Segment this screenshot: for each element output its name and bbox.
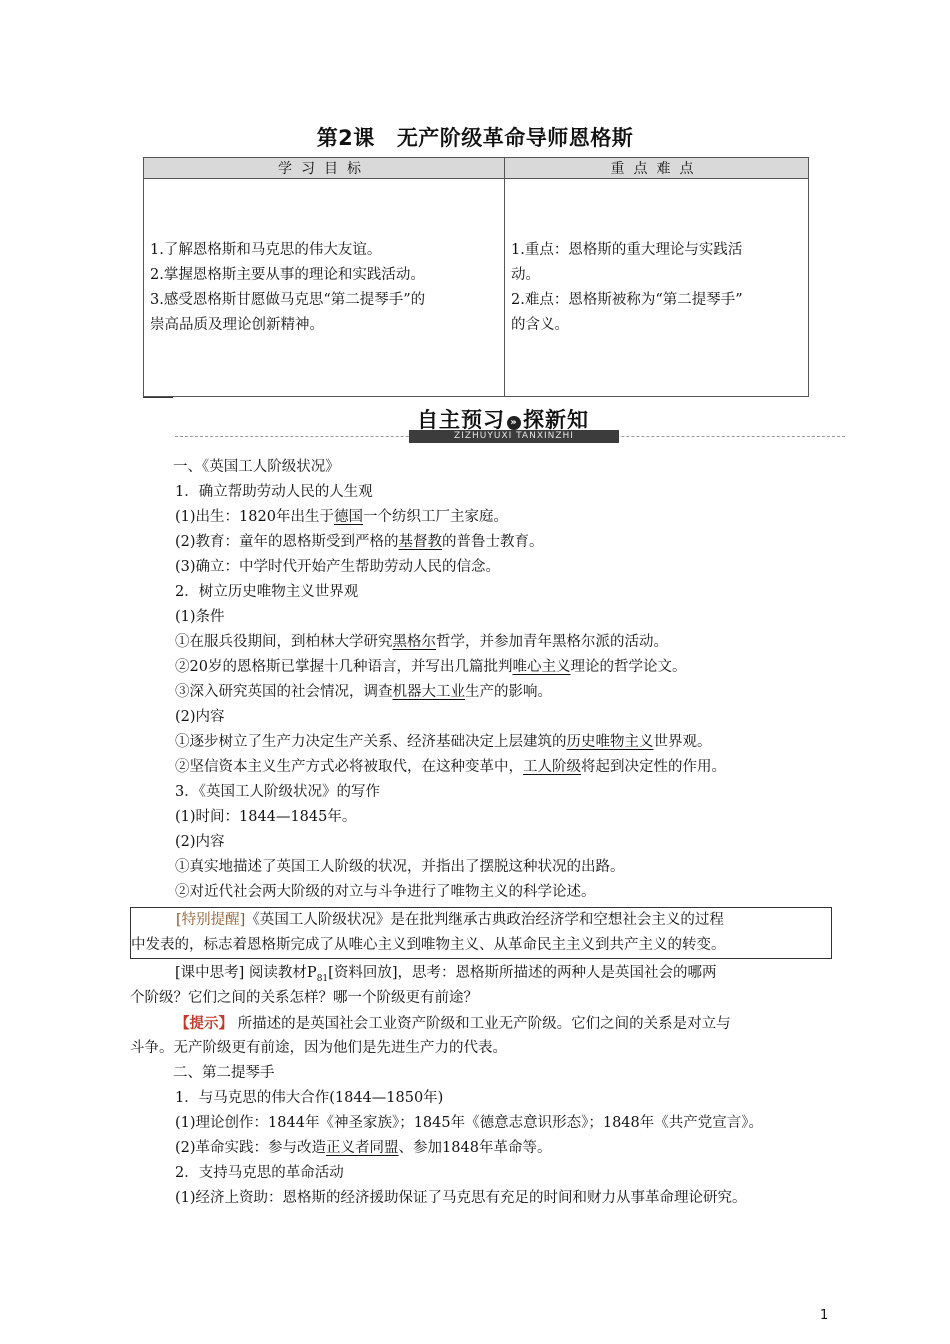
key-point-line: 动。: [511, 266, 540, 283]
list-item: (3)确立：中学时代开始产生帮助劳动人民的信念。: [175, 559, 501, 575]
reminder-label: [特别提醒]: [176, 912, 246, 928]
goals-cell: [144, 179, 505, 397]
list-item: (1)经济上资助：恩格斯的经济援助保证了马克思有充足的时间和财力从事革命理论研究。: [175, 1190, 747, 1206]
key-points-cell: [505, 179, 809, 397]
key-point-line: 1.重点：恩格斯的重大理论与实践活: [511, 241, 743, 258]
subsection-title: 2．支持马克思的革命活动: [175, 1165, 344, 1181]
think-label: [课中思考]: [175, 965, 245, 981]
goals-table: [143, 157, 809, 397]
subsection-title: 3．《英国工人阶级状况》的写作: [175, 784, 380, 800]
list-item: ②20岁的恩格斯已掌握十几种语言，并写出几篇批判唯心主义理论的哲学论文。: [175, 659, 687, 675]
key-points-header: 重点难点: [505, 158, 809, 179]
section-banner: [175, 400, 845, 446]
list-item: (2)革命实践：参与改造正义者同盟、参加1848年革命等。: [175, 1140, 552, 1156]
list-item: ②坚信资本主义生产方式必将被取代，在这种变革中，工人阶级将起到决定性的作用。: [175, 759, 726, 775]
goals-header: 学习目标: [144, 158, 505, 179]
list-item: (2)内容: [175, 834, 225, 850]
list-item: (1)出生：1820年出生于德国一个纺织工厂主家庭。: [175, 509, 508, 525]
goal-line: 3.感受恩格斯甘愿做马克思“第二提琴手”的: [150, 291, 426, 308]
goal-line: 2.掌握恩格斯主要从事的理论和实践活动。: [150, 266, 425, 283]
banner-title: 自主预习 » 探新知: [417, 408, 589, 432]
list-item: ①真实地描述了英国工人阶级的状况，并指出了摆脱这种状况的出路。: [175, 859, 625, 875]
subsection-title: 1．确立帮助劳动人民的人生观: [175, 484, 373, 500]
arrow-icon: »: [507, 416, 521, 430]
think-question: [课中思考] 阅读教材$P_{81}$[资料回放]，思考：恩格斯所描述的两种人是英国社会的哪两 个阶级？它们之间的关系怎样？哪一个阶级更有前途？: [130, 965, 717, 1006]
banner-pinyin: ZIZHUYUXI TANXINZHI: [409, 430, 619, 443]
hint-label: 【提示】: [175, 1015, 233, 1032]
key-point-line: 2.难点：恩格斯被称为“第二提琴手”: [511, 291, 743, 308]
lesson-number: 第2课: [316, 126, 375, 150]
list-item: (1)时间：1844—1845年。: [175, 809, 357, 825]
key-point-line: 的含义。: [511, 316, 569, 333]
lesson-name: 无产阶级革命导师恩格斯: [396, 126, 634, 150]
list-item: (1)理论创作：1844年《神圣家族》；1845年《德意志意识形态》；1848年《共产党宣言》。: [175, 1115, 763, 1131]
goal-line: 崇高品质及理论创新精神。: [150, 316, 324, 333]
special-reminder-box: [特别提醒]《英国工人阶级状况》是在批判继承古典政治经济学和空想社会主义的过程 中发表的，标志着恩格斯完成了从唯心主义到唯物主义、从革命民主主义到共产主义的转变。: [130, 907, 832, 959]
main-content: [130, 455, 830, 1211]
list-item: (2)教育：童年的恩格斯受到严格的基督教的普鲁士教育。: [175, 534, 544, 550]
hint-answer: 【提示】 所描述的是英国社会工业资产阶级和工业无产阶级。它们之间的关系是对立与 斗争。无产阶级更有前途，因为他们是先进生产力的代表。: [130, 1015, 731, 1056]
subsection-title: 2．树立历史唯物主义世界观: [175, 584, 359, 600]
page-title: [0, 122, 950, 152]
subsection-title: 1．与马克思的伟大合作(1844—1850年): [175, 1090, 444, 1106]
list-item: ③深入研究英国的社会情况，调查机器大工业生产的影响。: [175, 684, 552, 700]
goal-line: 1.了解恩格斯和马克思的伟大友谊。: [150, 241, 382, 258]
page-number: 1: [820, 1308, 829, 1323]
list-item: ①逐步树立了生产力决定生产关系、经济基础决定上层建筑的历史唯物主义世界观。: [175, 734, 712, 750]
divider: [143, 397, 173, 398]
list-item: (2)内容: [175, 709, 225, 725]
list-item: ①在服兵役期间，到柏林大学研究黑格尔哲学，并参加青年黑格尔派的活动。: [175, 634, 668, 650]
list-item: ②对近代社会两大阶级的对立与斗争进行了唯物主义的科学论述。: [175, 884, 596, 900]
list-item: (1)条件: [175, 609, 225, 625]
section-heading: 一、《英国工人阶级状况》: [173, 459, 340, 475]
section-heading: 二、第二提琴手: [173, 1065, 275, 1081]
